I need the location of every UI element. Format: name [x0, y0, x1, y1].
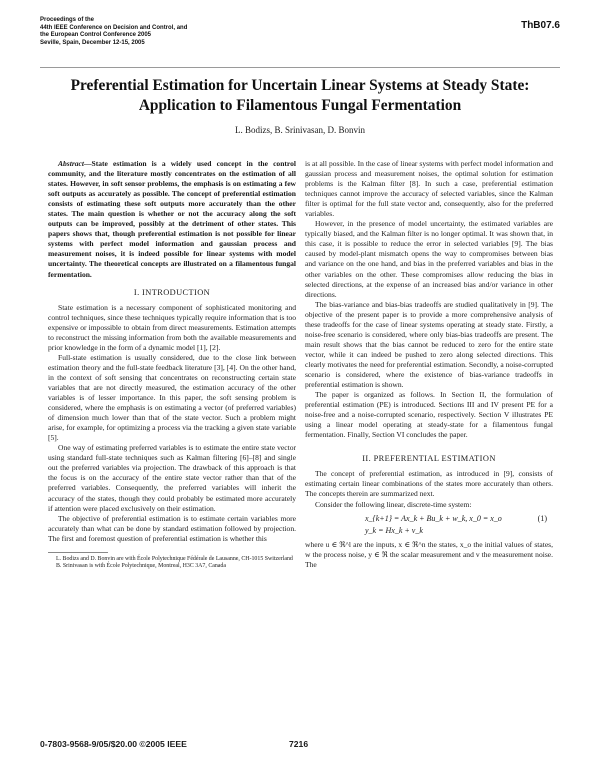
title-line-1: Preferential Estimation for Uncertain Linear Systems at Steady State: [70, 77, 530, 94]
paragraph: Full-state estimation is usually considered, due to the close link between estimation theory and the full-state feedback literature [3], [4]. On the other hand, in the context of soft sensing that concentrates on reconstructing certain state variables that are not directly measured, the estimation accuracy of the other variables is of lesser importance. In this paper, the soft sensing problem is considered, where the emphasis is on estimating a vector (of preferred variables) of dimension much lower than that of the state vector. Such a problem might arise, for example, for optimizing a process via the tracking a given state variable [5]. [48, 352, 296, 443]
proceedings-line: 44th IEEE Conference on Decision and Control, and [40, 24, 188, 31]
session-code: ThB07.6 [521, 20, 560, 31]
paragraph: The bias-variance and bias-bias tradeoffs are studied qualitatively in [9]. The objective of the present paper is to provide a more comprehensive analysis of these tradeoffs for the case of linear systems operating at steady state. Firstly, a noise-free scenario is considered, where only bias-bias tradeoffs are present. The main result shows that the bias cannot be reduced to zero for the entire state vector, while it can indeed be pushed to zero along selected directions. This clearly motivates the need for preferential estimation. Secondly, a noise-corrupted scenario is considered, where the existence of bias-variance tradeoffs in preferential estimation is shown. [305, 299, 553, 390]
paragraph: The concept of preferential estimation, as introduced in [9], consists of estimating certain linear combinations of the states more accurately than others. The concepts therein are summarized next. [305, 469, 553, 499]
paragraph: is at all possible. In the case of linear systems with perfect model information and gaussian process and measurement noises, the optimal solution for estimation problems is the Kalman filter [8]. In such a case, preferential estimation techniques cannot improve the accuracy of selected variables, since the Kalman filter is optimal for the full state vector and, consequently, also for the preferred variables. [305, 159, 553, 219]
abstract-text: —State estimation is a widely used concept in the control community, and the literature mostly concentrates on the estimation of all states. However, in soft sensor problems, the emphasis is on estimating a few soft outputs as accurately as possible. The concept of preferential estimation consists of estimating these soft outputs more accurately than the other states. The main question is whether or not the accuracy along the soft outputs can be improved, possibly at the detriment of other states. This papers shows that, though preferential estimation is not possible for linear systems with perfect model information and gaussian process and measurement noises, it is indeed possible for linear systems with model uncertainty. The theoretical concepts are illustrated on a filamentous fungal fermentation. [48, 159, 296, 279]
paragraph: State estimation is a necessary component of sophisticated monitoring and control techniques, since these techniques typically require information that is too expensive or impossible to obtain from direct measurements. Estimation attempts to reconstruct the missing information from both the available measurements and prior knowledge in the form of a dynamic model [1], [2]. [48, 302, 296, 352]
authors: L. Bodizs, B. Srinivasan, D. Bonvin [235, 125, 365, 135]
paragraph: However, in the presence of model uncertainty, the estimated variables are typically biased, and the Kalman filter is no longer optimal. It was shown that, in this case, it is possible to reduce the error in selected variables [9]. The bias caused by model-plant mismatch opens the way to compromises between bias and variance on the one hand, and bias in the preferred variables and bias in the other variables on the other. These compromises allow reducing the bias in selected directions, at the expense of an increased bias and/or variance in other directions. [305, 219, 553, 299]
paragraph: The objective of preferential estimation is to estimate certain variables more accurately than what can be done by standard estimation followed by projection. The first and foremost question of preferential estimation is whether this [48, 513, 296, 543]
equation-1 [305, 510, 553, 537]
footnote: L. Bodizs and D. Bonvin are with École Polytechnique Fédérale de Lausanne, CH-1015 Switzerland [56, 555, 293, 562]
abstract-label: Abstract [58, 159, 84, 168]
proceedings-line: Seville, Spain, December 12-15, 2005 [40, 39, 145, 46]
proceedings-line: the European Control Conference 2005 [40, 32, 152, 39]
equation-number: (1) [537, 513, 547, 523]
section-heading-preferential-estimation: II. PREFERENTIAL ESTIMATION [362, 454, 496, 464]
right-column [305, 159, 553, 570]
equation-line: x_{k+1} = Ax_k + Bu_k + w_k, x_0 = x_o [365, 513, 502, 523]
equation-line: y_k = Hx_k + v_k [365, 525, 423, 535]
paper-title [40, 76, 560, 116]
paragraph: The paper is organized as follows. In Section II, the formulation of preferential estimation (PE) is introduced. Sections III and IV present PE for a noise-free and a noise-corrupted scenario, respectively. Section V illustrates PE using a linear model operating at steady-state for a filamentous fungal fermentation. Finally, Section VI concludes the paper. [305, 390, 553, 440]
title-line-2: Application to Filamentous Fungal Fermentation [138, 97, 462, 114]
paragraph: where u ∈ ℜ^l are the inputs, x ∈ ℜ^n the states, x_o the initial values of states, w the process noise, y ∈ ℜ the scalar measurement and v the measurement noise. The [305, 539, 553, 569]
isbn-footer: 0-7803-9568-9/05/$20.00 ©2005 IEEE [40, 739, 187, 749]
paragraph: One way of estimating preferred variables is to estimate the entire state vector using standard full-state techniques such as Kalman filtering [6]–[8] and single out the preferred variables via projection. The drawback of this approach is that the focus is on the accuracy of the entire state vector rather than that of the preferred variables. Consequently, the preferred variables will inherit the accuracy of the states, though they could probably be estimated more accurately if attention were placed exclusively on their estimation. [48, 443, 296, 513]
proceedings-line: Proceedings of the [40, 17, 95, 23]
footnote: B. Srinivasan is with École Polytechnique, Montreal, H3C 3A7, Canada [56, 563, 226, 570]
section-heading-introduction: I. INTRODUCTION [133, 287, 211, 297]
proceedings-header [40, 17, 187, 47]
header-rule [40, 67, 560, 68]
footnote-rule [48, 552, 108, 553]
abstract [48, 159, 296, 280]
paragraph: Consider the following linear, discrete-time system: [315, 499, 472, 509]
left-column [48, 159, 296, 571]
page-number: 7216 [289, 739, 309, 749]
